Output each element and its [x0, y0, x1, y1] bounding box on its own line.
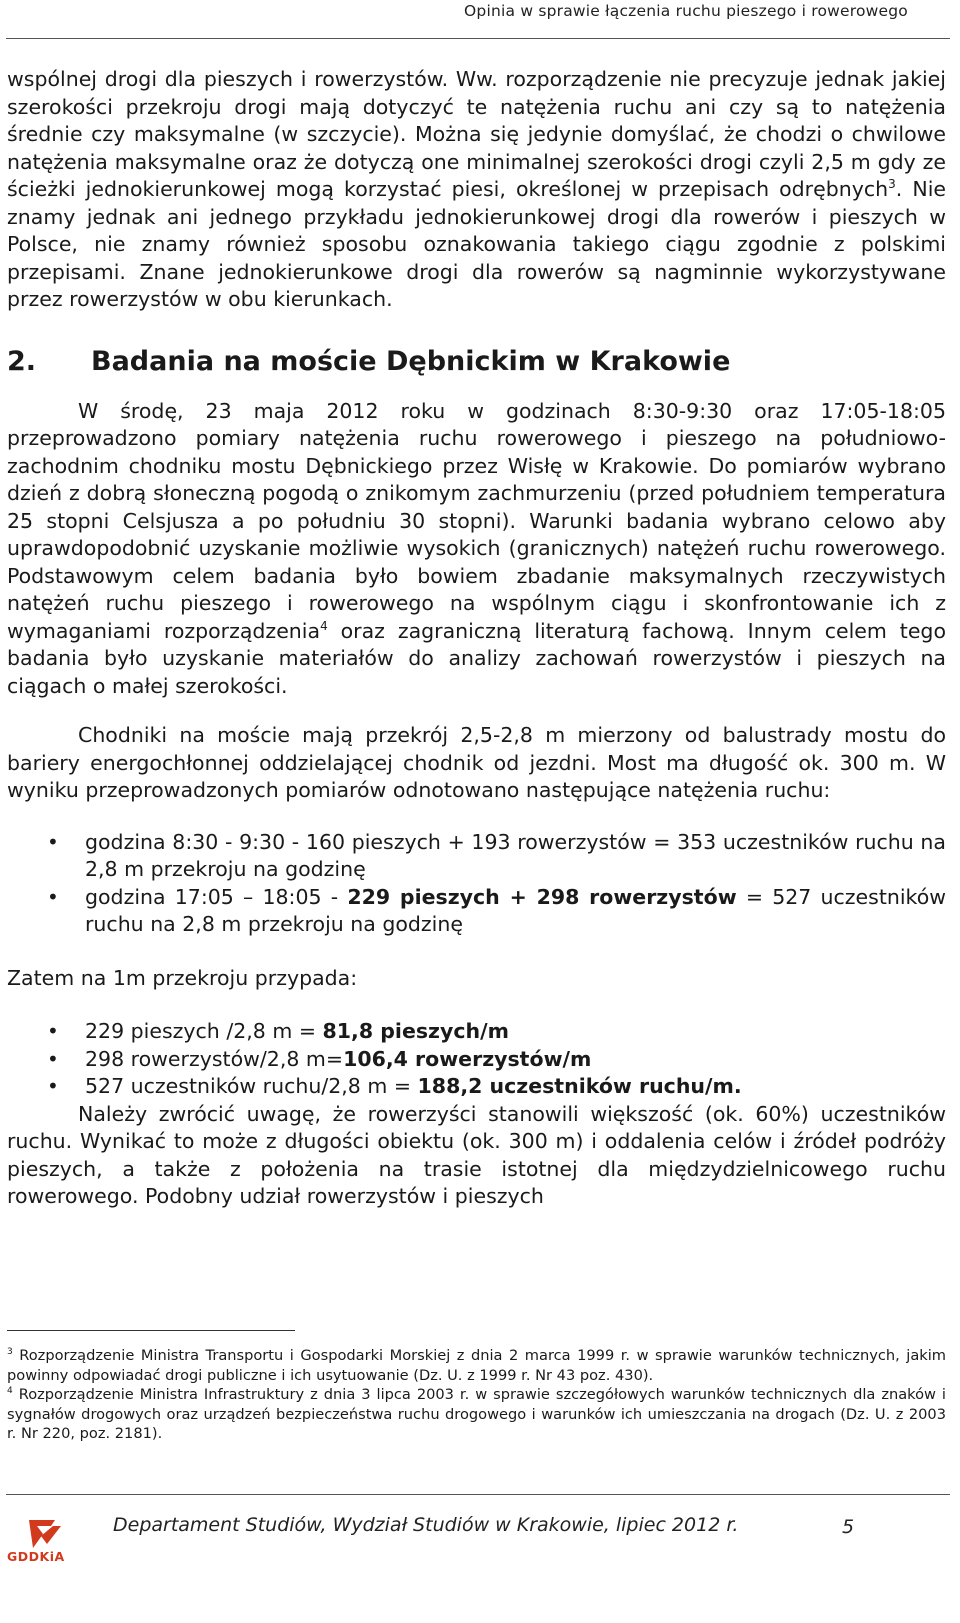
footer-text: Departament Studiów, Wydział Studiów w Krakowie, lipiec 2012 r.: [113, 1514, 739, 1536]
paragraph-5: Należy zwrócić uwagę, że rowerzyści stanowili większość (ok. 60%) uczestników ruchu. Wynikać to może z długości obiektu (ok. 300 m) i oddalenia celów i źródeł podróży pieszych, a także z położenia na trasie istotnej dla międzydzielnicowego ruchu rowerowego. Podobny udział rowerzystów i pieszych: [7, 1101, 946, 1208]
section-number: 2.: [7, 345, 37, 377]
paragraph-4: Zatem na 1m przekroju przypada:: [7, 965, 358, 990]
traffic-measurements-list: [7, 829, 946, 939]
footnote-ref-4: 4: [320, 618, 328, 633]
bullet-icon: •: [47, 884, 59, 909]
bullet-icon: •: [47, 829, 59, 854]
list-item: • 229 pieszych /2,8 m = 81,8 pieszych/m: [7, 1018, 946, 1046]
running-header: [0, 0, 960, 40]
footnotes: [7, 1346, 946, 1444]
header-rule: [6, 38, 950, 39]
section-heading: [7, 342, 946, 382]
bullet-icon: •: [47, 1046, 59, 1071]
paragraph-3: Chodniki na moście mają przekrój 2,5-2,8 m mierzony od balustrady mostu do bariery energochłonnej oddzielającej chodnik od jezdni. Most ma długość ok. 300 m. W wyniku przeprowadzonych pomiarów odnotowano następujące natężenia ruchu:: [7, 723, 946, 802]
footnote-4: $^4$ Rozporządzenie Ministra Infrastruktury z dnia 3 lipca 2003 r. w sprawie szczegółowych warunków technicznych dla znaków i sygnałów drogowych oraz urządzeń bezpieczeństwa ruchu drogowego i warunków ich umieszczania na drogach (Dz. U. z 2003 r. Nr 220, poz. 2181).: [7, 1386, 946, 1442]
section-title: Badania na moście Dębnickim w Krakowie: [91, 345, 731, 377]
paragraph-1: wspólnej drogi dla pieszych i rowerzystów. Ww. rozporządzenie nie precyzuje jednak jakiej szerokości przekroju drogi mają dotyczyć te natężenia ruchu ani czy są to natężenia średnie czy maksymalne (w szczycie). Można się jedynie domyślać, że chodzi o chwilowe natężenia maksymalne oraz że dotyczą one minimalnej szerokości drogi czyli 2,5 m gdy ze ścieżki jednokierunkowej mogą korzystać piesi, określonej w przepisach odrębnych$^3$. Nie znamy jednak ani jednego przykładu jednokierunkowej drogi dla rowerów i pieszych w Polsce, nie znamy również sposobu oznakowania takiego ciągu zgodnie z polskimi przepisami. Znane jednokierunkowe drogi dla rowerów są nagminnie wykorzystywane przez rowerzystów w obu kierunkach.: [7, 67, 946, 311]
footnote-separator: [7, 1330, 295, 1331]
footer-rule: [6, 1494, 950, 1495]
per-meter-list: [7, 1018, 946, 1101]
page-body: [7, 66, 946, 1211]
list-item: • godzina 17:05 – 18:05 - 229 pieszych + 298 rowerzystów = 527 uczestników ruchu na 2,8 m przekroju na godzinę: [47, 884, 946, 936]
page-number: 5: [842, 1516, 855, 1538]
bullet-icon: •: [47, 1019, 59, 1043]
list-item: • 298 rowerzystów/2,8 m=106,4 rowerzystów/m: [7, 1046, 946, 1074]
bullet-icon: •: [47, 1074, 59, 1098]
logo-text: GDDKiA: [7, 1549, 65, 1564]
list-item: • 527 uczestników ruchu/2,8 m = 188,2 uczestników ruchu/m.: [7, 1073, 946, 1101]
footnote-ref-3: 3: [888, 177, 896, 192]
running-title: Opinia w sprawie łączenia ruchu pieszego i rowerowego: [464, 2, 908, 20]
list-item: • godzina 8:30 - 9:30 - 160 pieszych + 193 rowerzystów = 353 uczestników ruchu na 2,8 m przekroju na godzinę: [47, 829, 946, 881]
footnote-3: $^3$ Rozporządzenie Ministra Transportu i Gospodarki Morskiej z dnia 2 marca 1999 r. w sprawie warunków technicznych, jakim powinny odpowiadać drogi publiczne i ich usytuowanie (Dz. U. z 1999 r. Nr 43 poz. 430).: [7, 1347, 946, 1384]
paragraph-2: W środę, 23 maja 2012 roku w godzinach 8:30-9:30 oraz 17:05-18:05 przeprowadzono pomiary natężenia ruchu rowerowego i pieszego na południowo-zachodnim chodniku mostu Dębnickiego przez Wisłę w Krakowie. Do pomiarów wybrano dzień z dobrą słoneczną pogodą o znikomym zachmurzeniu (przed południem temperatura 25 stopni Celsjusza a po południu 30 stopni). Warunki badania wybrano celowo aby uprawdopodobnić uzyskanie możliwie wysokich (granicznych) natężeń ruchu rowerowego. Podstawowym celem badania było bowiem zbadanie maksymalnych rzeczywistych natężeń ruchu pieszego i rowerowego na wspólnym ciągu i skonfrontowanie ich z wymaganiami rozporządzenia$^4$ oraz zagraniczną literaturą fachową. Innym celem tego badania było uzyskanie materiałów do analizy zachowań rowerzystów i pieszych na ciągach o małej szerokości.: [7, 398, 946, 698]
